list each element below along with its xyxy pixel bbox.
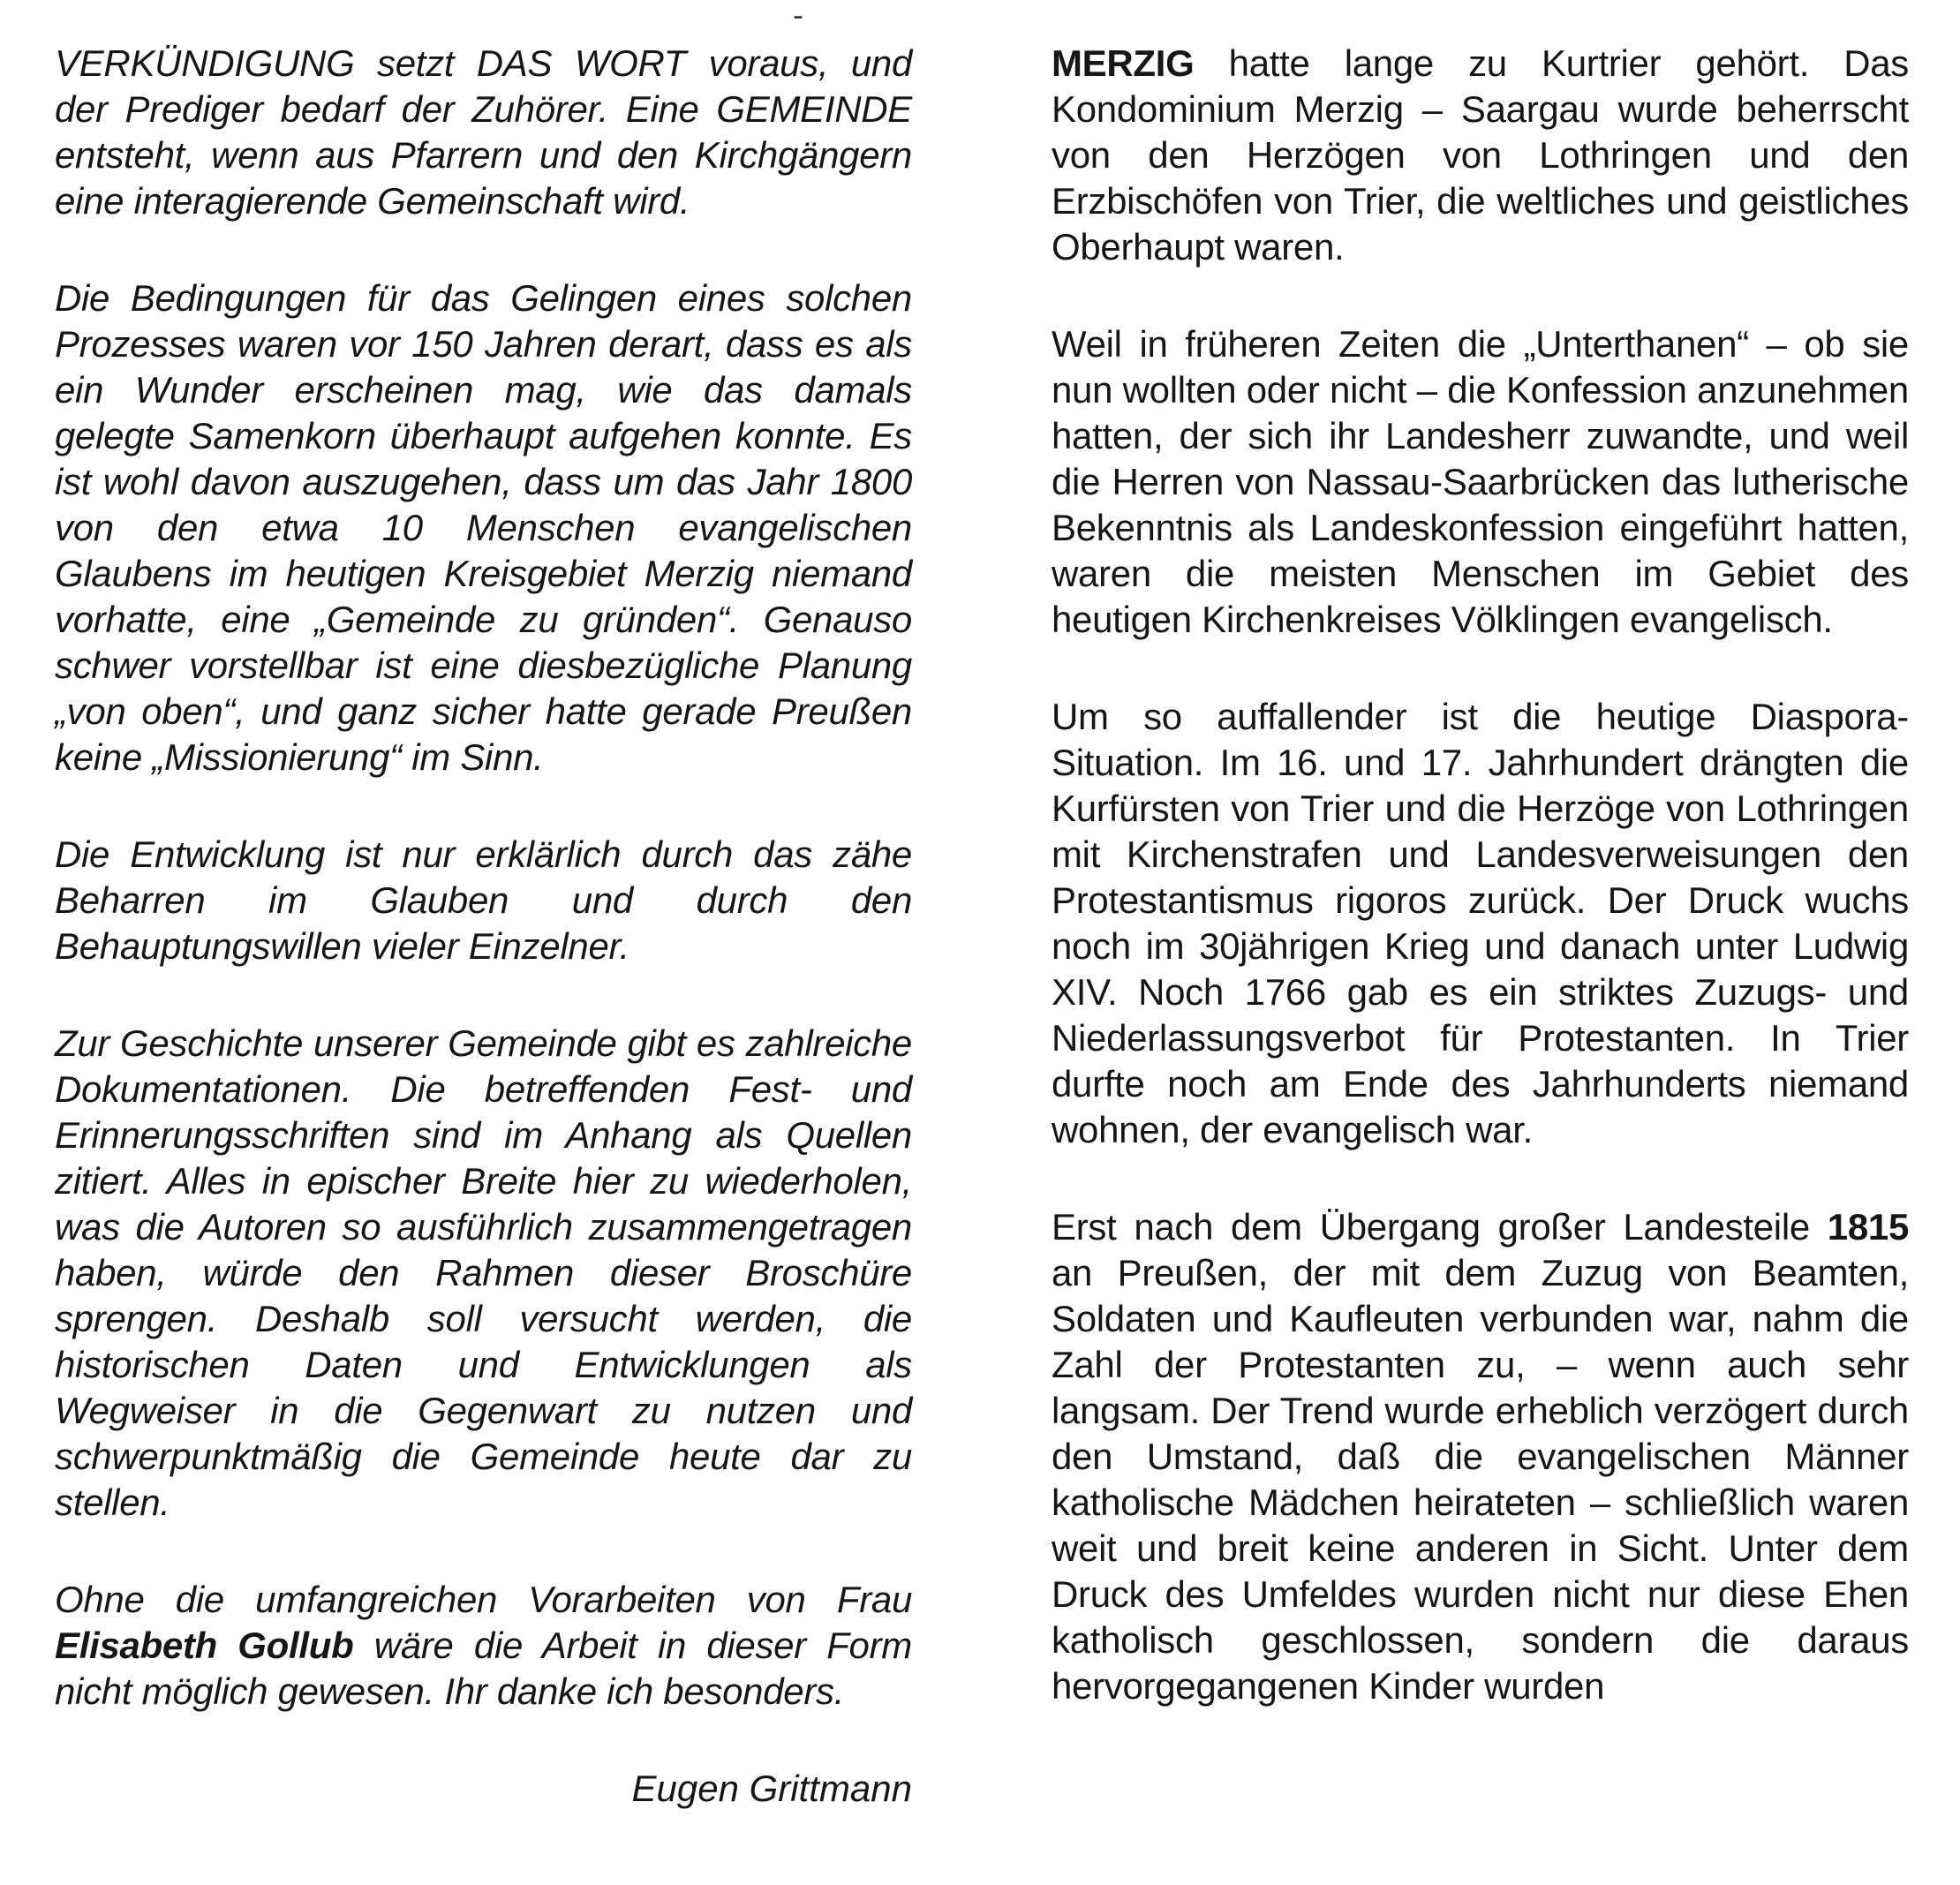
bold-text-segment: MERZIG [1052,42,1195,84]
left-column [55,41,912,1812]
scan-artifact-mark: - [793,0,803,33]
text-segment: Zur Geschichte unserer Gemeinde gibt es zahlreiche Dokumentationen. Die betreffenden Fest- und Erinnerungsschriften sind im Anhang als Quellen zitiert. Alles in epischer Breite hier zu wiederholen, was die Autoren so ausführlich zusammengetragen haben, würde den Rahmen dieser Broschüre sprengen. Deshalb soll versucht werden, die historischen Daten und Entwicklungen als Wegweiser in die Gegenwart zu nutzen und schwerpunktmäßig die Gemeinde heute dar zu stellen. [55,1022,912,1523]
paragraph [55,41,912,224]
paragraph [55,1577,912,1715]
text-segment: Erst nach dem Übergang großer Landesteile [1052,1206,1828,1248]
paragraph [1052,321,1909,643]
left-column-paragraphs [55,41,912,1715]
paragraph [1052,41,1909,270]
text-segment: wäre die Arbeit in dieser Form nicht möglich gewesen. Ihr danke ich besonders. [55,1625,912,1712]
right-column [1052,41,1909,1812]
text-segment: hatte lange zu Kurtrier gehört. Das Kondominium Merzig – Saargau wurde beherrscht von den Herzögen von Lothringen und den Erzbischöfen von Trier, die weltliches und geistliches Oberhaupt waren. [1052,42,1909,268]
text-segment: Die Bedingungen für das Gelingen eines solchen Prozesses waren vor 150 Jahren derart, dass es als ein Wunder erscheinen mag, wie das damals gelegte Samenkorn überhaupt aufgehen konnte. Es ist wohl davon auszugehen, dass um das Jahr 1800 von den etwa 10 Menschen evangelischen Glaubens im heutigen Kreisgebiet Merzig niemand vorhatte, eine „Gemeinde zu gründen“. Genauso schwer vorstellbar ist eine diesbezügliche Planung „von oben“, und ganz sicher hatte gerade Preußen keine „Missionierung“ im Sinn. [55,277,912,778]
text-segment: an Preußen, der mit dem Zuzug von Beamten, Soldaten und Kaufleuten verbunden war, nahm die Zahl der Protestanten zu, – wenn auch sehr langsam. Der Trend wurde erheblich verzögert durch den Umstand, daß die evangelischen Männer katholische Mädchen heirateten – schließlich waren weit und breit keine anderen in Sicht. Unter dem Druck des Umfeldes wurden nicht nur diese Ehen katholisch geschlossen, sondern die daraus hervorgegangenen Kinder wurden [1052,1252,1909,1707]
bold-text-segment: Elisabeth Gollub [55,1625,354,1666]
bold-text-segment: 1815 [1827,1206,1909,1248]
paragraph [1052,694,1909,1153]
text-segment: VERKÜNDIGUNG setzt DAS WORT voraus, und der Prediger bedarf der Zuhörer. Eine GEMEINDE entsteht, wenn aus Pfarrern und den Kirchgängern eine interagierende Gemeinschaft wird. [55,42,912,222]
right-column-paragraphs [1052,41,1909,1709]
text-segment: Um so auffallender ist die heutige Diaspora-Situation. Im 16. und 17. Jahrhundert drängten die Kurfürsten von Trier und die Herzöge von Lothringen mit Kirchenstrafen und Landesverweisungen den Protestantismus rigoros zurück. Der Druck wuchs noch im 30jährigen Krieg und danach unter Ludwig XIV. Noch 1766 gab es ein striktes Zuzugs- und Niederlassungsverbot für Protestanten. In Trier durfte noch am Ende des Jahrhunderts niemand wohnen, der evangelisch war. [1052,696,1909,1150]
paragraph [55,1021,912,1526]
paragraph [55,832,912,969]
text-segment: Weil in früheren Zeiten die „Unterthanen“ – ob sie nun wollten oder nicht – die Konfession anzunehmen hatten, der sich ihr Landesherr zuwandte, und weil die Herren von Nassau-Saarbrücken das lutherische Bekenntnis als Landeskonfession eingeführt hatten, waren die meisten Menschen im Gebiet des heutigen Kirchenkreises Völklingen evangelisch. [1052,323,1909,640]
signature-author: Eugen Grittmann [631,1768,912,1809]
text-segment: Die Entwicklung ist nur erklärlich durch das zähe Beharren im Glauben und durch den Behauptungswillen vieler Einzelner. [55,833,912,967]
text-segment: Ohne die umfangreichen Vorarbeiten von Frau [55,1579,912,1620]
paragraph [55,275,912,780]
paragraph [1052,1204,1909,1709]
